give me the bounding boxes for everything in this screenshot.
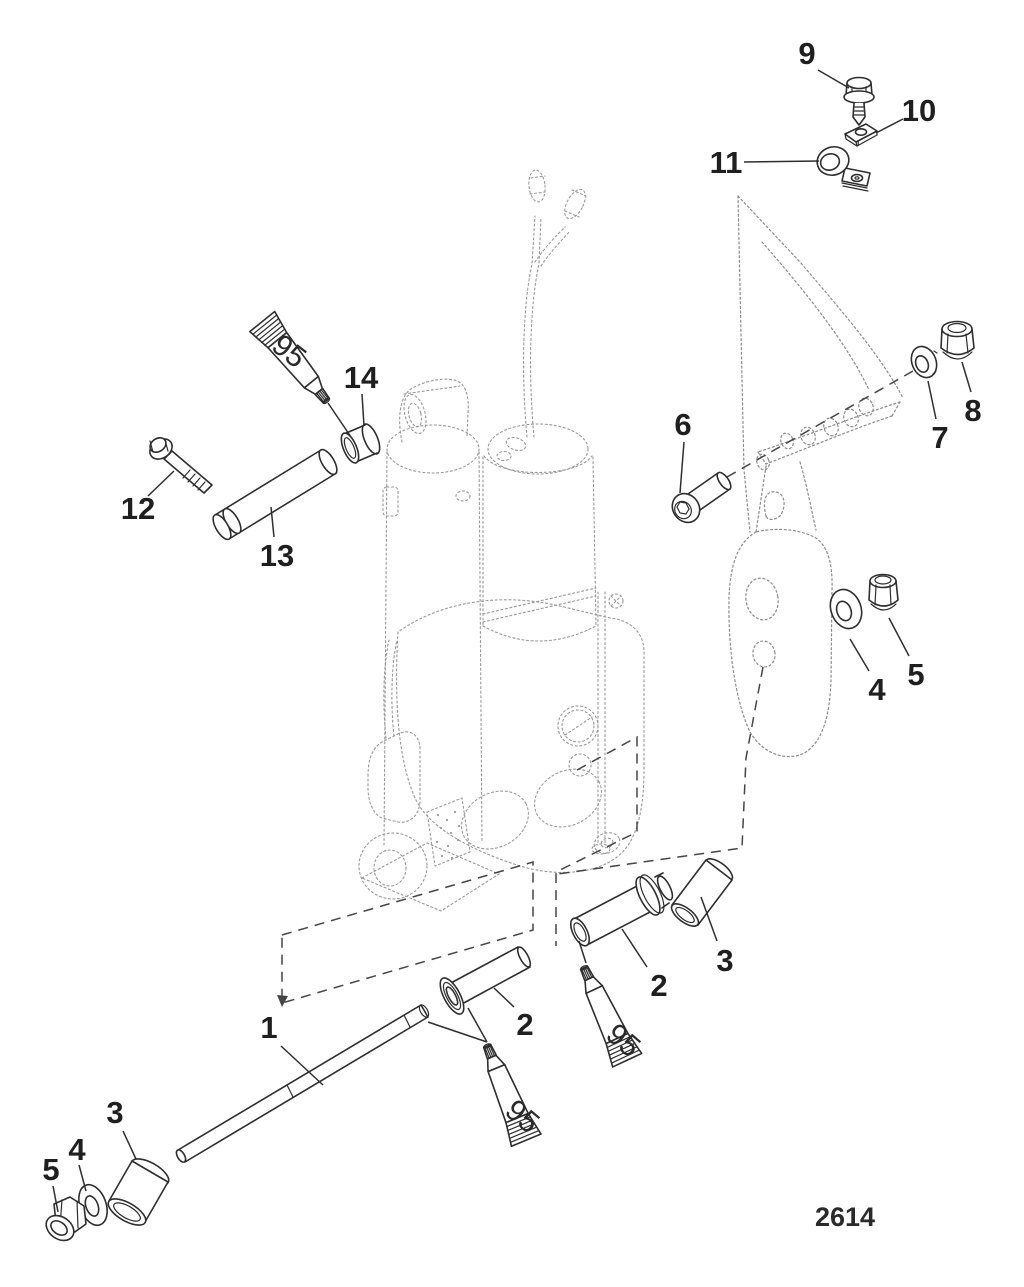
part-3-bushing-right [668, 855, 736, 930]
callout-4: 4 [68, 1132, 86, 1167]
callout-5: 5 [907, 657, 925, 692]
callout-leader-4 [850, 639, 869, 671]
callout-leader-14 [362, 394, 364, 426]
lubricant-label-2: 95 [498, 1093, 546, 1141]
callout-leader-2 [622, 929, 647, 967]
callout-5: 5 [42, 1152, 60, 1187]
callout-leader-8 [962, 362, 971, 392]
callout-3: 3 [106, 1095, 124, 1130]
part-9-bolt [844, 78, 874, 126]
trim-pump-assembly [359, 169, 644, 911]
lubricant-label-1: 95 [265, 328, 313, 375]
part-10-plate [845, 124, 877, 146]
part-11-clamp [813, 143, 870, 191]
motor-wires [524, 169, 590, 437]
part-13-pivot-pin [210, 447, 341, 542]
callout-7: 7 [931, 420, 949, 455]
part-6-socket-bolt [667, 470, 734, 528]
part-3-bushing-left [104, 1154, 172, 1231]
bracket-hole-row [755, 396, 876, 471]
callout-9: 9 [798, 36, 816, 71]
lubricant-tube-upper [250, 311, 351, 437]
callout-2: 2 [650, 968, 668, 1003]
callout-6: 6 [674, 407, 692, 442]
callout-leader-6 [680, 442, 684, 493]
lubricant-label-3: 95 [599, 1017, 647, 1065]
trim-motor [483, 424, 596, 641]
callout-leader-3 [123, 1131, 136, 1159]
callout-10: 10 [901, 93, 937, 128]
part-5-nut-right [869, 575, 898, 611]
figure-number: 2614 [814, 1202, 876, 1232]
wire-terminal-icon [527, 169, 589, 222]
callout-12: 12 [120, 491, 156, 526]
callout-13: 13 [259, 538, 295, 573]
callout-leader-5 [889, 618, 909, 656]
part-8-locknut [941, 322, 974, 360]
part-5-nut-left [41, 1197, 86, 1246]
callout-2: 2 [516, 1007, 534, 1042]
callout-14: 14 [343, 360, 379, 395]
trim-cylinder [359, 379, 499, 911]
part-12-bolt [146, 435, 212, 493]
callout-leader-10 [876, 119, 903, 133]
callout-1: 1 [260, 1010, 278, 1045]
callout-leader-9 [818, 70, 849, 88]
callout-leader-2 [494, 988, 514, 1007]
callout-leader-11 [744, 161, 819, 162]
pump-body [368, 592, 644, 872]
part-7-washer [907, 343, 941, 382]
callout-leader-7 [928, 381, 936, 419]
callout-11: 11 [709, 145, 743, 180]
callout-8: 8 [964, 393, 982, 428]
callout-4: 4 [868, 672, 886, 707]
callout-3: 3 [716, 943, 734, 978]
part-2-flanged-bushing-right [567, 872, 675, 949]
part-1-pivot-rod [174, 1003, 430, 1163]
